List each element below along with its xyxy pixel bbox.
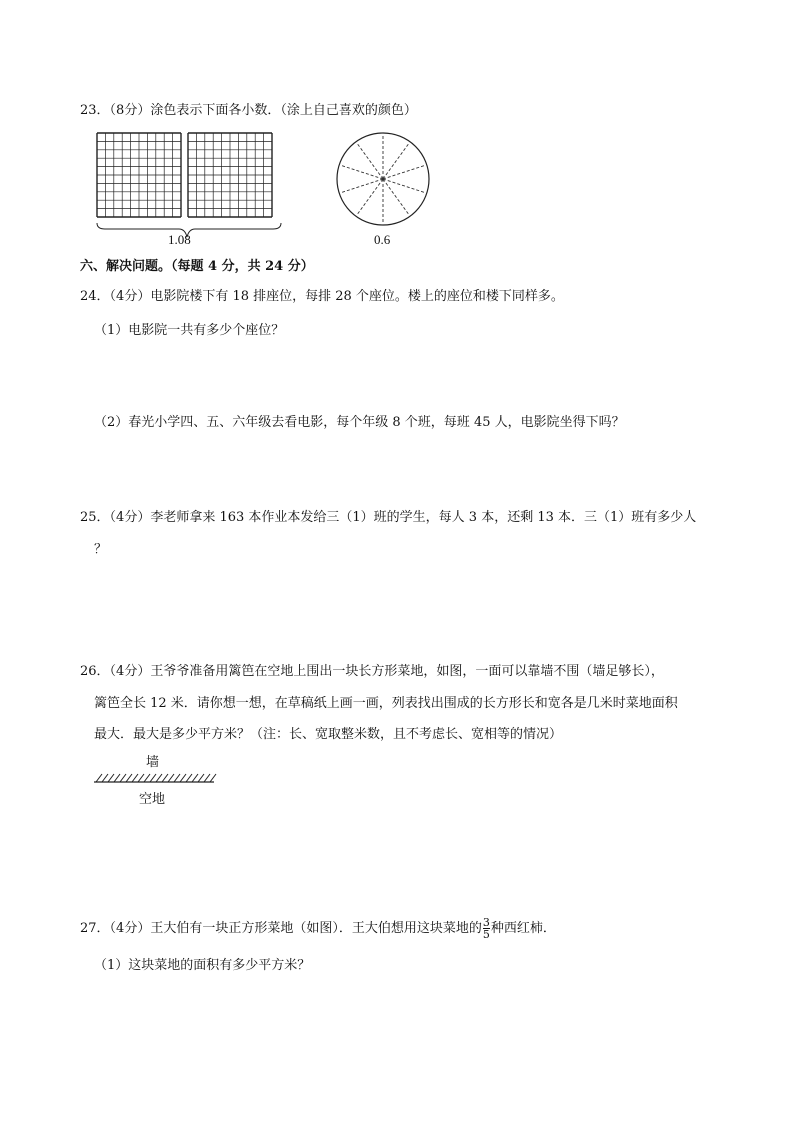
q27-text-after: 种西红柿． (490, 921, 556, 936)
fraction-three-fifths (483, 917, 490, 940)
fraction-denominator: 5 (482, 928, 490, 941)
q26-line2: 篱笆全长 12 米．请你想一想，在草稿纸上画一画，列表找出围成的长方形长和宽各是几米时菜地面积 (94, 696, 678, 711)
q25-line2: ？ (94, 542, 108, 557)
circle-figure (334, 130, 434, 230)
circle-spokes (340, 134, 426, 224)
wall-diagram (92, 772, 217, 786)
circle-label: 0.6 (374, 232, 391, 247)
q27-sub1: （1）这块菜地的面积有多少平方米？ (94, 958, 311, 973)
section-6-title: 六、解决问题。（每题 4 分，共 24 分） (80, 259, 314, 274)
wall-label: 墙 (146, 755, 160, 770)
fraction-numerator: 3 (482, 916, 490, 929)
land-label: 空地 (139, 792, 166, 807)
grid-figure (97, 133, 287, 238)
q26-line1: 26．（4分）王爷爷准备用篱笆在空地上围出一块长方形菜地，如图，一面可以靠墙不围（墙足够长）， (80, 664, 664, 679)
q24-sub2: （2）春光小学四、五、六年级去看电影，每个年级 8 个班，每班 45 人，电影院坐得下吗？ (94, 415, 625, 430)
grid-square-1 (97, 133, 181, 217)
q26-line3: 最大．最大是多少平方米？（注：长、宽取整米数，且不考虑长、宽相等的情况） (94, 727, 563, 742)
q27-text (80, 917, 556, 940)
q24-text: 24．（4分）电影院楼下有 18 排座位，每排 28 个座位。楼上的座位和楼下同样多。 (80, 289, 564, 304)
q23-text: 23．（8分）涂色表示下面各小数．（涂上自己喜欢的颜色） (80, 103, 417, 118)
q24-sub1: （1）电影院一共有多少个座位？ (94, 323, 285, 338)
grid-square-2 (188, 133, 272, 217)
grid-label: 1.08 (168, 232, 191, 247)
q25-line1: 25．（4分）李老师拿来 163 本作业本发给三（1）班的学生，每人 3 本，还剩 13 本．三（1）班有多少人 (80, 510, 697, 525)
q27-text-before: 27．（4分）王大伯有一块正方形菜地（如图）．王大伯想用这块菜地的 (80, 921, 482, 936)
